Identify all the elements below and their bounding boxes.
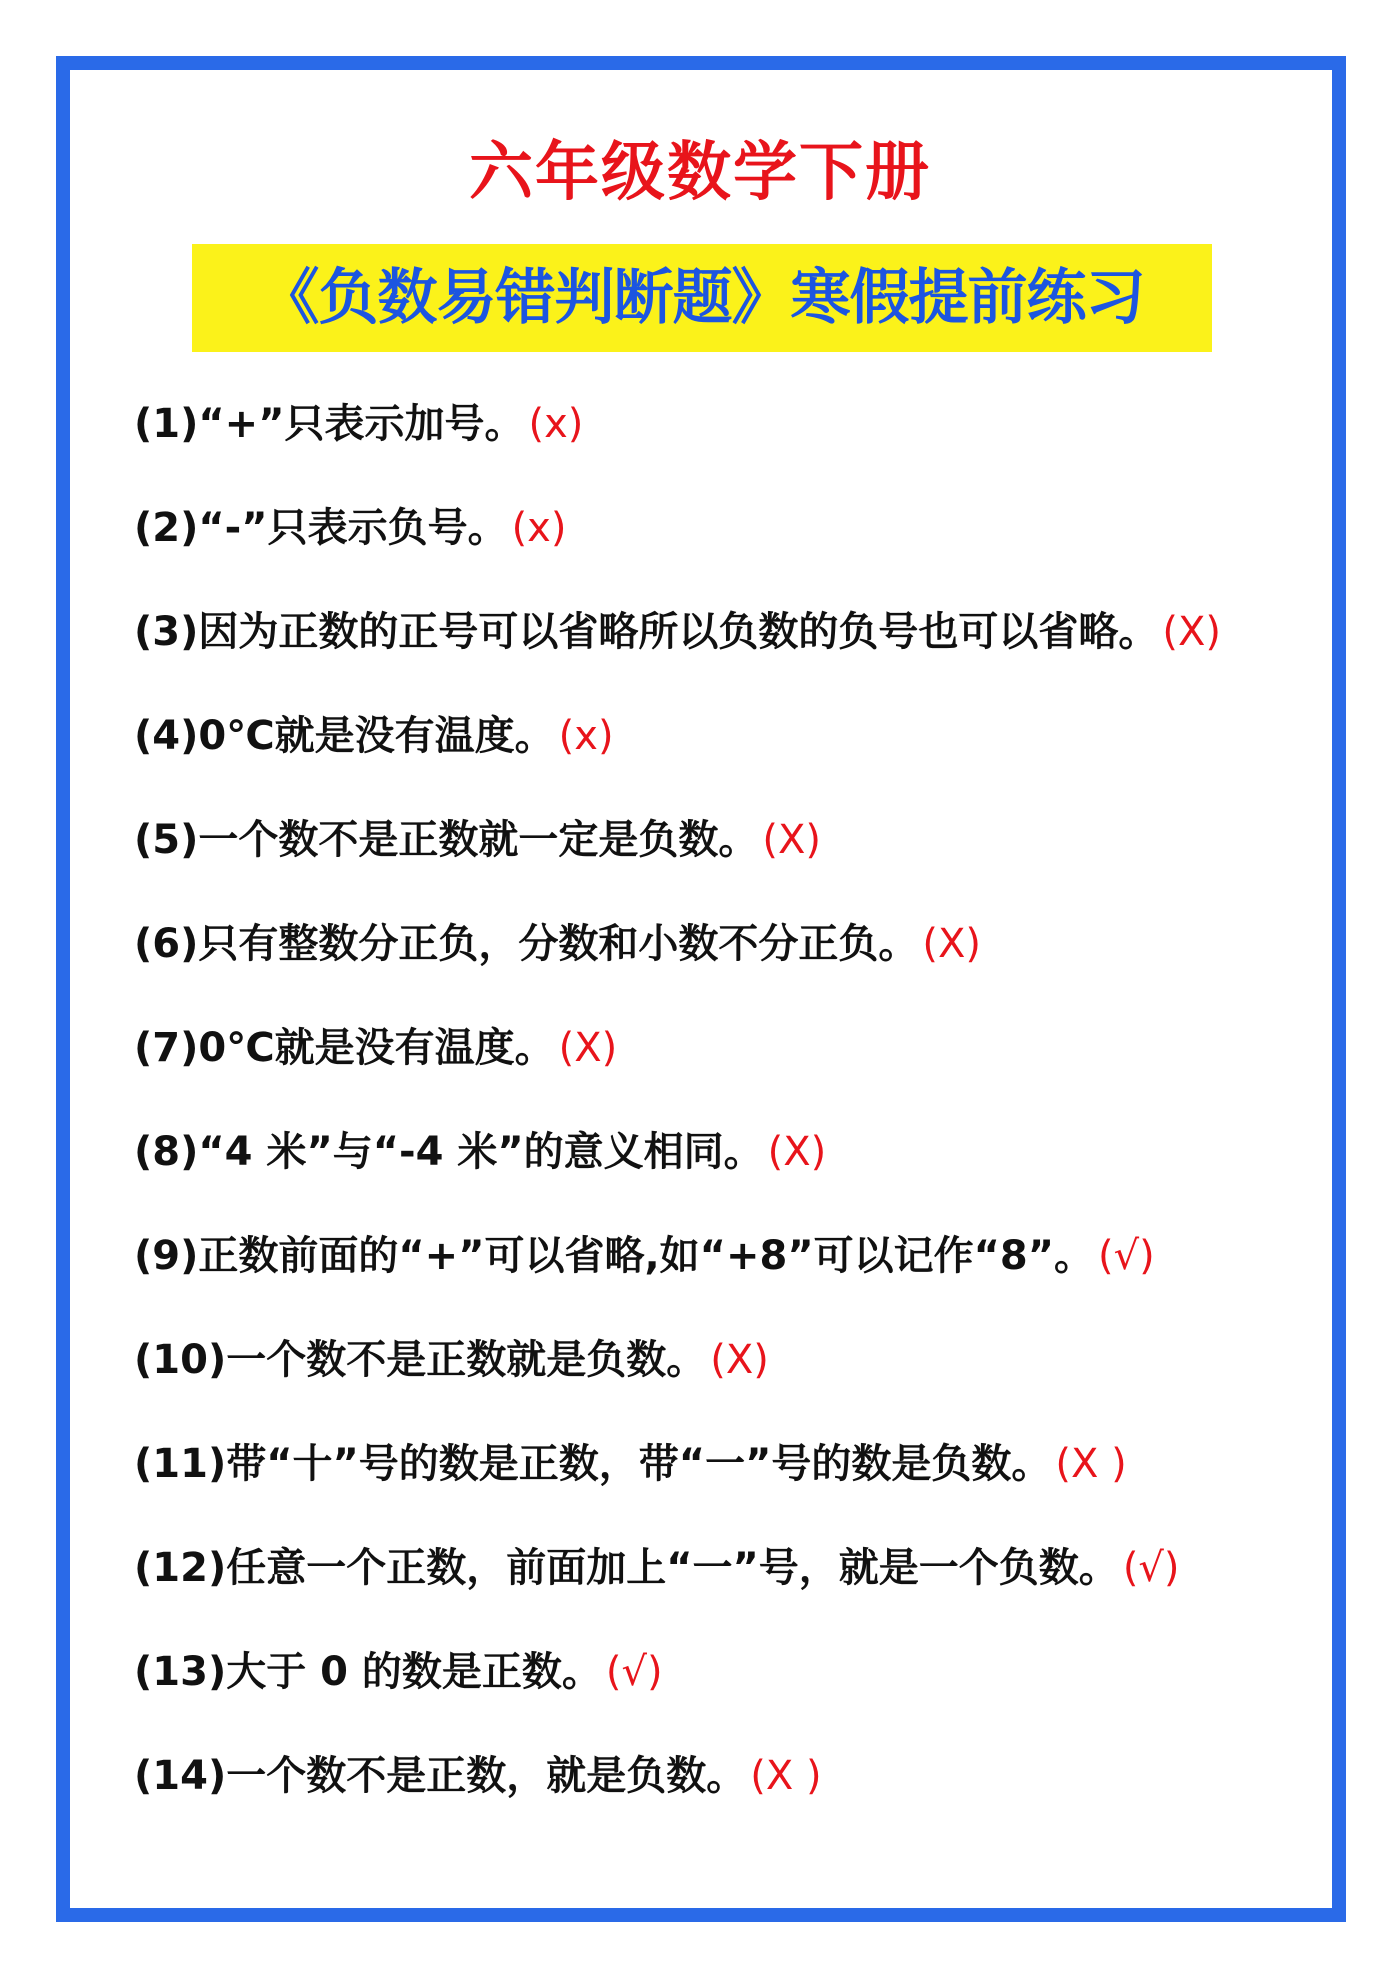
- question-item: [134, 1016, 1284, 1120]
- answer-mark: (x): [511, 505, 567, 551]
- answer-mark: (X): [762, 817, 822, 863]
- answer-mark: (X): [558, 1025, 618, 1071]
- question-text: (14)一个数不是正数，就是负数。: [134, 1753, 747, 1799]
- page-title: 六年级数学下册: [469, 136, 931, 210]
- question-text: (8)“4 米”与“-4 米”的意义相同。: [134, 1129, 764, 1175]
- question-item: [134, 496, 1284, 600]
- question-item: [134, 1328, 1284, 1432]
- page-subtitle: 《负数易错判断题》寒假提前练习: [259, 263, 1145, 333]
- question-item: [134, 1536, 1284, 1640]
- answer-mark: (X ): [750, 1753, 822, 1799]
- answer-mark: (√): [605, 1649, 663, 1695]
- question-text: (13)大于 0 的数是正数。: [134, 1649, 602, 1695]
- question-text: (1)“+”只表示加号。: [134, 401, 525, 447]
- answer-mark: (X ): [1055, 1441, 1127, 1487]
- answer-mark: (X): [1162, 609, 1222, 655]
- question-item: [134, 1120, 1284, 1224]
- question-list: [134, 392, 1284, 1848]
- answer-mark: (X): [922, 921, 982, 967]
- question-item: [134, 1224, 1284, 1328]
- question-text: (12)任意一个正数，前面加上“一”号，就是一个负数。: [134, 1545, 1119, 1591]
- question-item: [134, 912, 1284, 1016]
- question-item: [134, 392, 1284, 496]
- question-text: (4)0℃就是没有温度。: [134, 713, 555, 759]
- question-text: (3)因为正数的正号可以省略所以负数的负号也可以省略。: [134, 609, 1159, 655]
- question-item: [134, 1640, 1284, 1744]
- question-text: (10)一个数不是正数就是负数。: [134, 1337, 707, 1383]
- answer-mark: (√): [1122, 1545, 1180, 1591]
- question-item: [134, 1744, 1284, 1848]
- question-text: (2)“-”只表示负号。: [134, 505, 508, 551]
- question-item: [134, 1432, 1284, 1536]
- answer-mark: (x): [558, 713, 614, 759]
- question-text: (9)正数前面的“+”可以省略,如“+8”可以记作“8”。: [134, 1233, 1095, 1279]
- question-item: [134, 808, 1284, 912]
- question-text: (5)一个数不是正数就一定是负数。: [134, 817, 759, 863]
- question-item: [134, 704, 1284, 808]
- question-text: (6)只有整数分正负，分数和小数不分正负。: [134, 921, 919, 967]
- answer-mark: (√): [1098, 1233, 1155, 1279]
- answer-mark: (X): [767, 1129, 827, 1175]
- subtitle-highlight: [192, 244, 1212, 352]
- answer-mark: (x): [528, 401, 584, 447]
- question-text: (7)0℃就是没有温度。: [134, 1025, 555, 1071]
- question-text: (11)带“十”号的数是正数，带“一”号的数是负数。: [134, 1441, 1052, 1487]
- question-item: [134, 600, 1284, 704]
- answer-mark: (X): [710, 1337, 769, 1383]
